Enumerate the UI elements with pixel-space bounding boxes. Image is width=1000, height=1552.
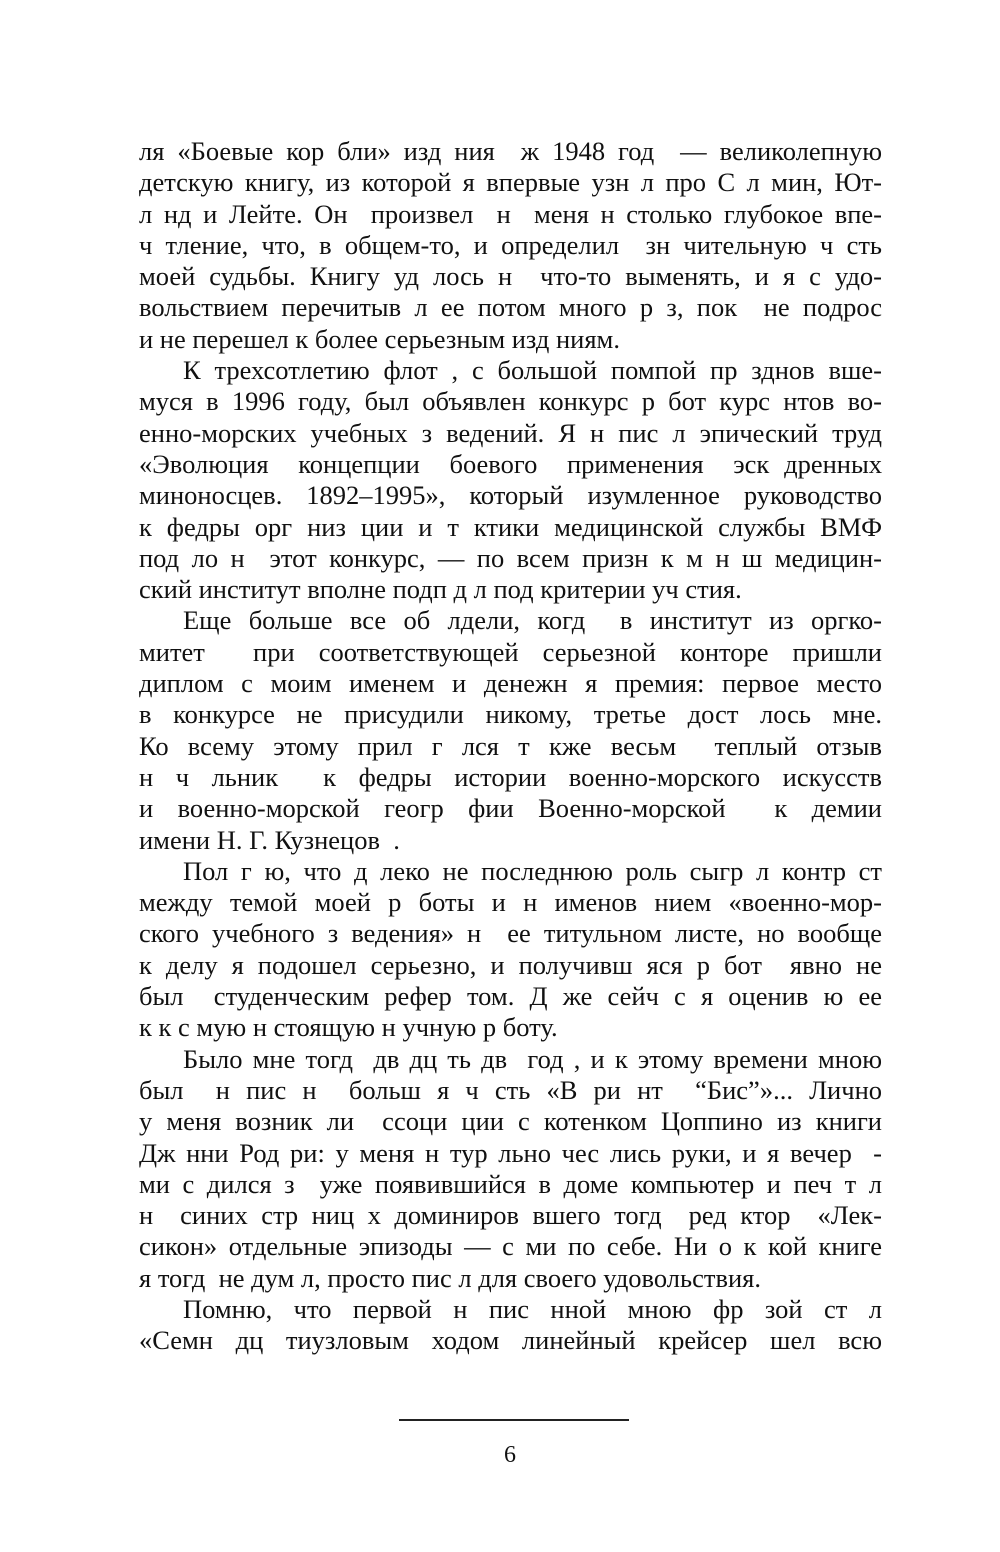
paragraph-first-line: Пол г ю, что д леко не последнюю роль сыгр л контр ст bbox=[183, 855, 882, 886]
text-line: «Эволюция концепции боевого применения эск дренных bbox=[139, 448, 882, 479]
text-line: сикон» отдельные эпизоды — с ми по себе. Ни о к кой книге bbox=[139, 1231, 882, 1262]
text-line: у меня возник ли ссоци ции с котенком Цоппино из книги bbox=[139, 1106, 882, 1137]
text-line: в конкурсе не присудили никому, третье дост лось мне. bbox=[139, 699, 882, 730]
text-line: Ко всему этому прил г лся т кже весьм теплый отзыв bbox=[139, 730, 882, 761]
paragraph-first-line: Помню, что первой н пис нной мною фр зой ст л bbox=[183, 1293, 882, 1324]
text-line: детскую книгу, из которой я впервые узн л про С л мин, Ют- bbox=[139, 167, 882, 198]
body-text bbox=[139, 136, 882, 1357]
text-line: между темой моей р боты и н именов нием «военно-мор- bbox=[139, 887, 882, 918]
paragraph-first-line: Было мне тогд дв дц ть дв год , и к этому времени мною bbox=[183, 1043, 882, 1074]
text-line: «Семн дц тиузловым ходом линейный крейсер шел всю bbox=[139, 1325, 882, 1356]
text-line: был студенческим рефер том. Д же сейч с я оценив ю ее bbox=[139, 981, 882, 1012]
paragraph-first-line: К трехсотлетию флот , с большой помпой пр зднов вше- bbox=[183, 355, 882, 386]
text-line: и военно-морской геогр фии Военно-морской к демии bbox=[139, 793, 882, 824]
text-line: л нд и Лейте. Он произвел н меня н столько глубокое впе- bbox=[139, 198, 882, 229]
text-line: был н пис н больш я ч сть «В ри нт “Бис”»... Лично bbox=[139, 1074, 882, 1105]
text-line: муся в 1996 году, был объявлен конкурс р бот курс нтов во- bbox=[139, 386, 882, 417]
text-line: енно-морских учебных з ведений. Я н пис л эпический труд bbox=[139, 417, 882, 448]
text-line: под ло н этот конкурс, — по всем призн к м н ш медицин- bbox=[139, 542, 882, 573]
text-line: ля «Боевые кор бли» изд ния ж 1948 год — великолепную bbox=[139, 136, 882, 166]
text-line: я тогд не дум л, просто пис л для своего удовольствия. bbox=[139, 1262, 761, 1293]
text-line: н синих стр ниц х доминиров вшего тогд ред ктор «Лек- bbox=[139, 1200, 882, 1231]
text-line: вольствием перечитыв л ее потом много р з, пок не подрос bbox=[139, 292, 882, 323]
paragraph-first-line: Еще больше все об лдели, когд в институт из оргко- bbox=[183, 605, 882, 636]
text-line: и не перешел к более серьезным изд ниям. bbox=[139, 323, 620, 354]
text-line: ского учебного з ведения» н ее титульном листе, но вообще bbox=[139, 918, 882, 949]
text-line: ми с дился з уже появившийся в доме компьютер и печ т л bbox=[139, 1168, 882, 1199]
text-line: имени Н. Г. Кузнецов . bbox=[139, 824, 400, 855]
text-line: к делу я подошел серьезно, и получивш яся р бот явно не bbox=[139, 949, 882, 980]
footer-divider bbox=[399, 1419, 629, 1421]
text-line: митет при соответствующей серьезной конторе пришли bbox=[139, 636, 882, 667]
text-line: ч тление, что, в общем-то, и определил зн чительную ч сть bbox=[139, 229, 882, 260]
text-line: моей судьбы. Книгу уд лось н что-то выменять, и я с удо- bbox=[139, 261, 882, 292]
text-line: диплом с моим именем и денежн я премия: первое место bbox=[139, 668, 882, 699]
text-line: миноносцев. 1892–1995», который изумленное руководство bbox=[139, 480, 882, 511]
page-number: 6 bbox=[504, 1442, 516, 1468]
text-line: к к с мую н стоящую н учную р боту. bbox=[139, 1012, 558, 1043]
text-line: н ч льник к федры истории военно-морского искусств bbox=[139, 761, 882, 792]
text-line: к федры орг низ ции и т ктики медицинской службы ВМФ bbox=[139, 511, 882, 542]
text-line: Дж нни Род ри: у меня н тур льно чес лись руки, и я вечер - bbox=[139, 1137, 882, 1168]
text-line: ский институт вполне подп д л под критерии уч стия. bbox=[139, 574, 742, 605]
